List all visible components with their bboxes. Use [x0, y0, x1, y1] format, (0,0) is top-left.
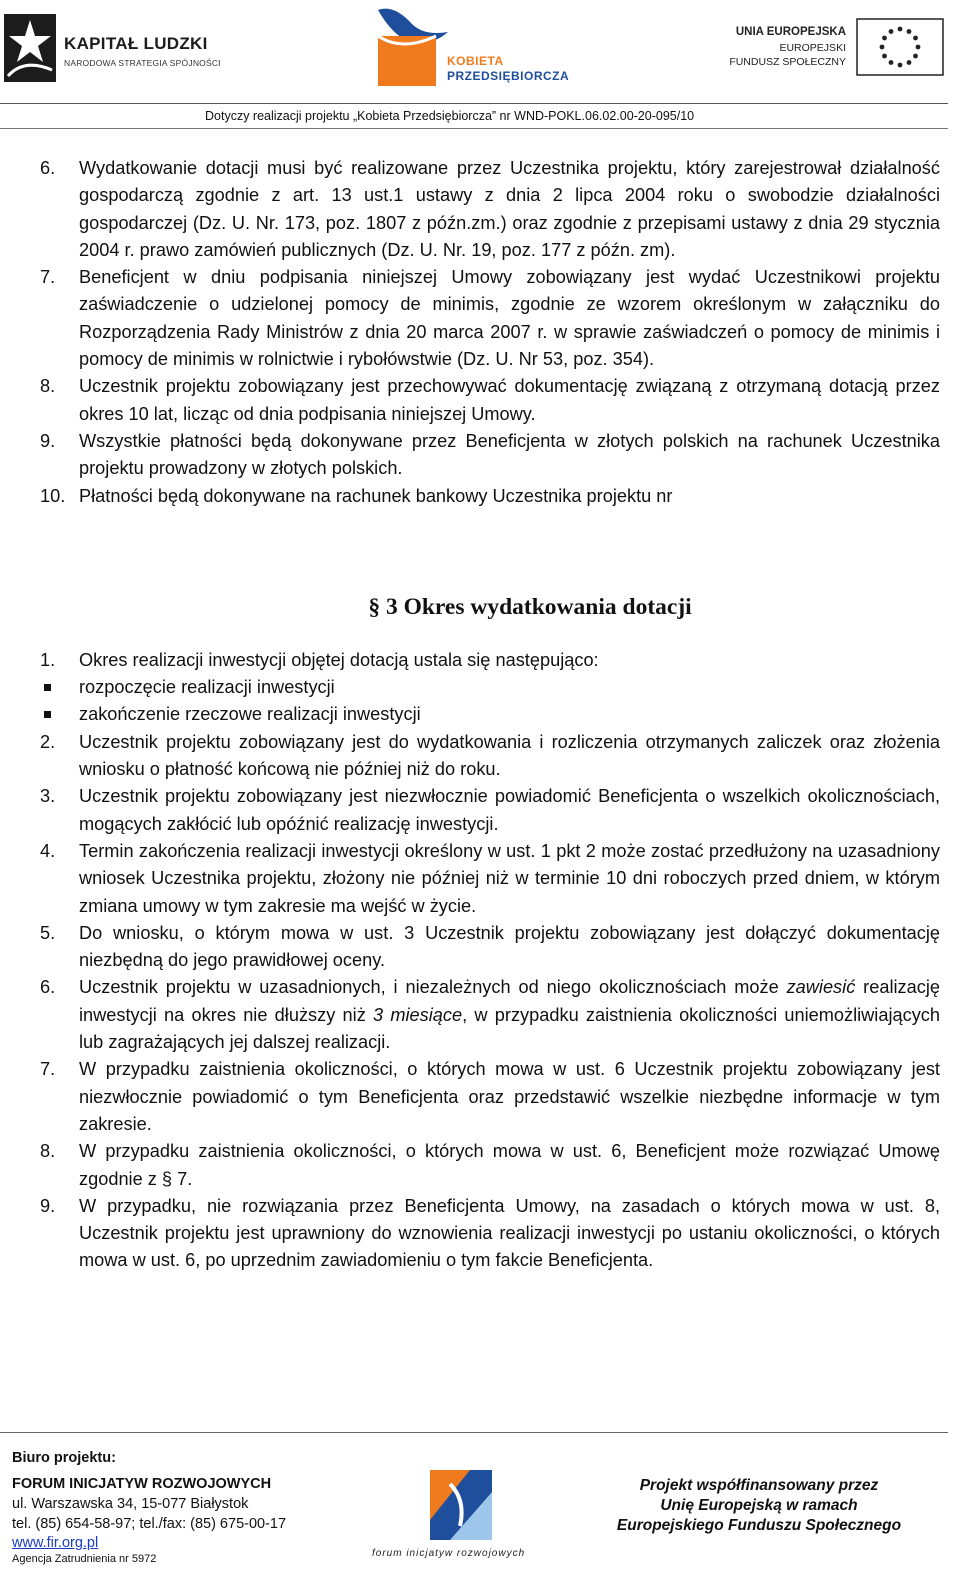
item-text: Płatności będą dokonywane na rachunek bankowy Uczestnika projektu nr [79, 485, 673, 506]
cofinance-line2: Unię Europejską w ramach [660, 1497, 858, 1514]
item-text: Uczestnik projektu zobowiązany jest niezwłocznie powiadomić Beneficjenta o wszelkich okolicznościach, mogących zakłócić lub opóźnić realizację inwestycji. [79, 786, 940, 834]
kapital-ludzki-star-icon [4, 14, 56, 82]
item-number: 9. [40, 1195, 56, 1216]
footer-divider [0, 1432, 948, 1433]
item-number: 7. [40, 1059, 56, 1080]
section-item-2 [40, 729, 940, 784]
document-body [40, 155, 940, 1275]
item-number: 1. [40, 649, 56, 670]
item-9 [40, 428, 940, 483]
bullet-text: rozpoczęcie realizacji inwestycji [79, 677, 335, 698]
spacer [40, 510, 940, 592]
agency-number: Agencja Zatrudnienia nr 5972 [12, 1553, 157, 1565]
item-text: realizację inwestycji na okres nie dłuższy niż [79, 977, 940, 1025]
section-item-9 [40, 1193, 940, 1275]
item-number: 6. [40, 158, 56, 178]
header-divider [0, 103, 948, 104]
item-text: Uczestnik projektu zobowiązany jest do wydatkowania i rozliczenia otrzymanych zaliczek oraz złożenia wniosku o płatność końcową nie później niż do roku. [79, 731, 940, 780]
organization-name: FORUM INICJATYW ROZWOJOWYCH [12, 1476, 272, 1492]
cofinance-line3: Europejskiego Funduszu Społecznego [616, 1517, 902, 1534]
bullet-item [40, 674, 940, 701]
section-item-4 [40, 838, 940, 920]
page-footer [0, 1420, 960, 1588]
item-number: 6. [40, 977, 56, 998]
item-text: Uczestnik projektu w uzasadnionych, i niezależnych od niego okolicznościach może [79, 977, 787, 998]
item-text: Okres realizacji inwestycji objętej dotacją ustala się następująco: [79, 649, 599, 670]
item-number: 8. [40, 376, 56, 397]
item-10 [40, 483, 940, 510]
organization-phone: tel. (85) 654-58-97; tel./fax: (85) 675-00-17 [12, 1516, 287, 1532]
item-number: 3. [40, 786, 56, 807]
item-text: W przypadku zaistnienia okoliczności, o których mowa w ust. 6 Uczestnik projektu zobowiązany jest niezwłocznie powiadomić o tym Beneficjenta oraz przedstawić wszelkie niezbędne informacje w tym zakresie. [79, 1059, 940, 1134]
cofinancing-note [574, 1476, 944, 1536]
kapital-ludzki-subtitle: NARODOWA STRATEGIA SPÓJNOŚCI [64, 58, 221, 68]
item-text: , w przypadku zaistnienia okoliczności uniemożliwiających lub zagrażających jej dalszej realizacji. [79, 1004, 941, 1053]
item-number: 8. [40, 1141, 56, 1162]
fir-logo-text: forum inicjatyw rozwojowych [372, 1548, 526, 1559]
eu-line2: EUROPEJSKI [779, 42, 846, 54]
item-text-emphasis: zawiesić [786, 977, 856, 998]
bullet-square-icon [44, 684, 51, 691]
item-number: 4. [40, 840, 56, 861]
page-header [0, 0, 960, 123]
eu-logo [718, 18, 950, 82]
organization-address: ul. Warszawska 34, 15-077 Białystok [12, 1496, 249, 1512]
item-7 [40, 264, 940, 373]
item-text: Do wniosku, o którym mowa w ust. 3 Uczestnik projektu zobowiązany jest dołączyć dokumentację niezbędną do jego prawidłowej oceny. [79, 922, 940, 971]
section-item-8 [40, 1138, 940, 1193]
kobieta-przedsiebiorcza-logo [372, 2, 572, 92]
item-text: W przypadku zaistnienia okoliczności, o których mowa w ust. 6, Beneficjent może rozwiązać Umowę zgodnie z § 7. [79, 1141, 940, 1189]
item-text: Wydatkowanie dotacji musi być realizowane przez Uczestnika projektu, który zarejestrował działalność gospodarczą zgodnie z art. 13 ust.1 ustawy z dnia 2 lipca 2004 roku o swobodzie działalności gospodarczej (Dz. U. Nr. 173, poz. 1807 z późn.zm.) oraz zgodnie z przepisami ustawy z dnia 29 stycznia 2004 r. prawo zamówień publicznych (Dz. U. Nr. 19, poz. 177 z późn. zm). [79, 158, 940, 260]
bullet-square-icon [44, 711, 51, 718]
project-office-label: Biuro projektu: [12, 1450, 116, 1466]
item-8 [40, 373, 940, 428]
kapital-ludzki-logo [4, 14, 224, 84]
item-number: 5. [40, 922, 56, 943]
item-6 [40, 155, 940, 264]
item-number: 7. [40, 267, 56, 288]
eu-flag-icon [856, 18, 944, 76]
section-item-7 [40, 1056, 940, 1138]
section-title: § 3 Okres wydatkowania dotacji [368, 593, 692, 620]
bullet-item [40, 701, 940, 728]
kp-title-line2: PRZEDSIĘBIORCZA [447, 69, 570, 83]
item-text: Uczestnik projektu zobowiązany jest przechowywać dokumentację związaną z otrzymaną dotacją przez okres 10 lat, licząc od dnia podpisania niniejszej Umowy. [79, 376, 940, 424]
item-text-emphasis: 3 miesiące [373, 1004, 463, 1025]
cofinance-line1: Projekt współfinansowany przez [639, 1477, 879, 1494]
item-text: Wszystkie płatności będą dokonywane przez Beneficjenta w złotych polskich na rachunek Uczestnika projektu prowadzony w złotych polskich. [79, 430, 940, 479]
fir-square-icon [430, 1470, 492, 1540]
eu-line1: UNIA EUROPEJSKA [735, 26, 846, 38]
section-item-3 [40, 783, 940, 838]
item-number: 2. [40, 731, 56, 752]
section-item-6 [40, 974, 940, 1056]
website-link[interactable]: www.fir.org.pl [12, 1535, 99, 1551]
project-reference: Dotyczy realizacji projektu „Kobieta Przedsiębiorcza” nr WND-POKL.06.02.00-20-095/10 [205, 109, 695, 123]
fir-logo [372, 1470, 582, 1565]
bullet-text: zakończenie rzeczowe realizacji inwestycji [79, 704, 421, 725]
item-number: 9. [40, 430, 56, 451]
section-item-5 [40, 920, 940, 975]
item-text: W przypadku, nie rozwiązania przez Beneficjenta Umowy, na zasadach o których mowa w ust. 8, Uczestnik projektu jest uprawniony do wznowienia realizacji inwestycji po ustaniu okoliczności, o których mowa w ust. 6, po uprzednim zawiadomieniu o tym fakcie Beneficjenta. [79, 1195, 940, 1271]
kapital-ludzki-title: KAPITAŁ LUDZKI [64, 34, 208, 53]
kp-title-line1: KOBIETA [447, 54, 504, 68]
eu-line3: FUNDUSZ SPOŁECZNY [729, 56, 846, 68]
section-item-1 [40, 647, 940, 674]
item-number: 10. [40, 485, 66, 506]
header-divider-bottom [0, 128, 948, 129]
item-text: Termin zakończenia realizacji inwestycji określony w ust. 1 pkt 2 może zostać przedłużony na uzasadniony wniosek Uczestnika projektu, złożony nie później niż w terminie 10 dni roboczych przed dniem, w którym zmiana umowy w tym zakresie ma wejść w życie. [79, 840, 940, 916]
item-text: Beneficjent w dniu podpisania niniejszej Umowy zobowiązany jest wydać Uczestnikowi projektu zaświadczenie o udzielonej pomocy de minimis, zgodnie ze wzorem określonym w załączniku do Rozporządzenia Rady Ministrów z dnia 20 marca 2007 r. w sprawie zaświadczeń o pomocy de minimis i pomocy de minimis w rolnictwie i rybołówstwie (Dz. U. Nr 53, poz. 354). [79, 267, 940, 370]
